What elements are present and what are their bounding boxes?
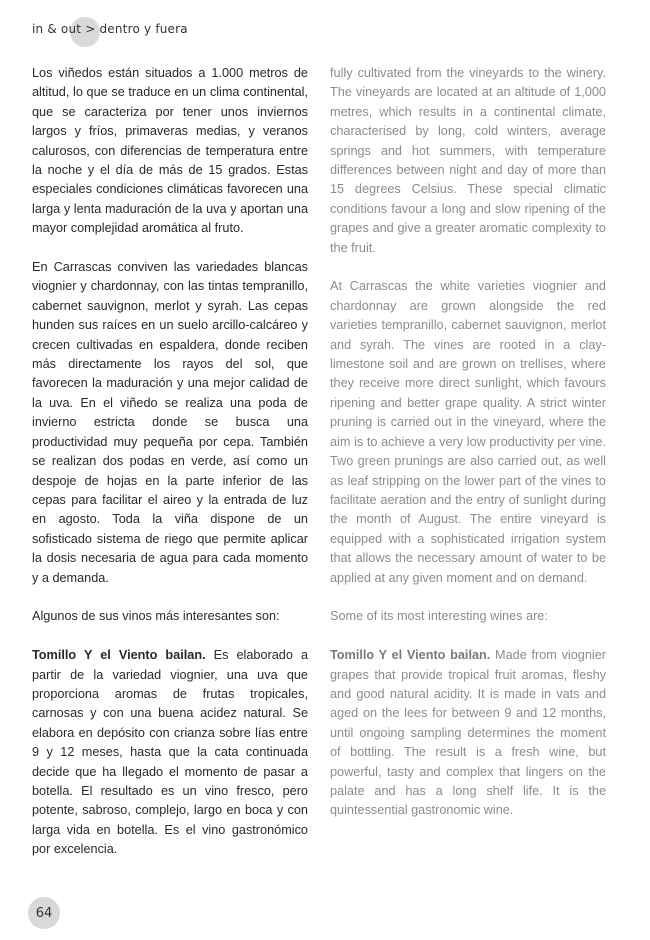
paragraph: Algunos de sus vinos más interesantes son:: [32, 609, 280, 624]
wine-paragraph: [32, 646, 308, 859]
paragraph: At Carrascas the white varieties viognier and chardonnay are grown alongside the red varieties tempranillo, cabernet sauvignon, merlot and syrah. The vines are rooted in a clay-limestone soil and are grown on trellises, where they receive more direct sunlight, which favours ripening and better grape quality. A strict winter pruning is carried out in the vineyard, where the aim is to achieve a very low productivity per vine. Two green prunings are also carried out, as well as leaf stripping on the lower part of the vines to facilitate aeration and the entry of sunlight during the month of August. The entire vineyard is equipped with a sophisticated irrigation system that allows the necessary amount of water to be applied at any given moment and on demand.: [330, 279, 606, 585]
wine-paragraph: [330, 646, 606, 821]
paragraph: Los viñedos están situados a 1.000 metros de altitud, lo que se traduce en un clima continental, que se caracteriza por tener unos inviernos largos y fríos, primaveras medias, y veranos calurosos, con diferencias de temperatura entre la noche y el día de más de 15 grados. Estas especiales condiciones climáticas favorecen una larga y lenta maduración de la uva y aportan una mayor complejidad aromática al fruto.: [32, 66, 308, 236]
section-header-text: in & out > dentro y fuera: [32, 22, 188, 36]
section-header: [32, 22, 188, 44]
wine-description: Made from viognier grapes that provide tropical fruit aromas, fleshy and good natural acidity. It is made in vats and aged on the lees for between 9 and 12 months, until ongoing sampling determines the moment of bottling. The result is a fresh wine, but powerful, tasty and complex that lingers on the palate and has a long shelf life. It is the quintessential gastronomic wine.: [330, 648, 607, 818]
paragraph: fully cultivated from the vineyards to the winery. The vineyards are located at an altitude of 1,000 metres, which results in a continental climate, characterised by long, cold winters, average springs and hot summers, with temperature differences between night and day of more than 15 degrees Celsius. These special climatic conditions favour a long and slow ripening of the grapes and give a greater aromatic complexity to the fruit.: [330, 66, 606, 255]
english-column: [330, 64, 606, 840]
wine-description: Es elaborado a partir de la variedad viognier, una uva que proporciona aromas de frutas tropicales, carnosas y con una buena acidez natural. Se elabora en depósito con crianza sobre lías entre 9 y 12 meses, hasta que la cata continuada decide que ha llegado el momento de pasar a botella. El resultado es un vino fresco, pero potente, sabroso, complejo, largo en boca y con larga vida en botella. Es el vino gastronómico por excelencia.: [32, 648, 309, 857]
paragraph: En Carrascas conviven las variedades blancas viognier y chardonnay, con las tintas tempranillo, cabernet sauvignon, merlot y syrah. Las cepas hunden sus raíces en un suelo arcillo-calcáreo y crecen cultivadas en espaldera, donde reciben más directamente los rayos del sol, que favorecen la maduración y una mejor calidad de la uva. En el viñedo se realiza una poda de invierno estricta donde se busca una productividad muy pequeña por cepa. También se realizan dos podas en verde, así como un despoje de hojas en la parte inferior de las cepas para facilitar el aireo y la entrada de luz en agosto. Toda la viña dispone de un sofisticado sistema de riego que permite aplicar la dosis necesaria de agua para cada momento y a demanda.: [32, 260, 308, 585]
wine-title: Tomillo Y el Viento bailan.: [330, 648, 491, 663]
wine-title: Tomillo Y el Viento bailan.: [32, 648, 206, 663]
page-number: 64: [28, 897, 60, 929]
paragraph: Some of its most interesting wines are:: [330, 609, 548, 624]
spanish-column: [32, 64, 308, 879]
